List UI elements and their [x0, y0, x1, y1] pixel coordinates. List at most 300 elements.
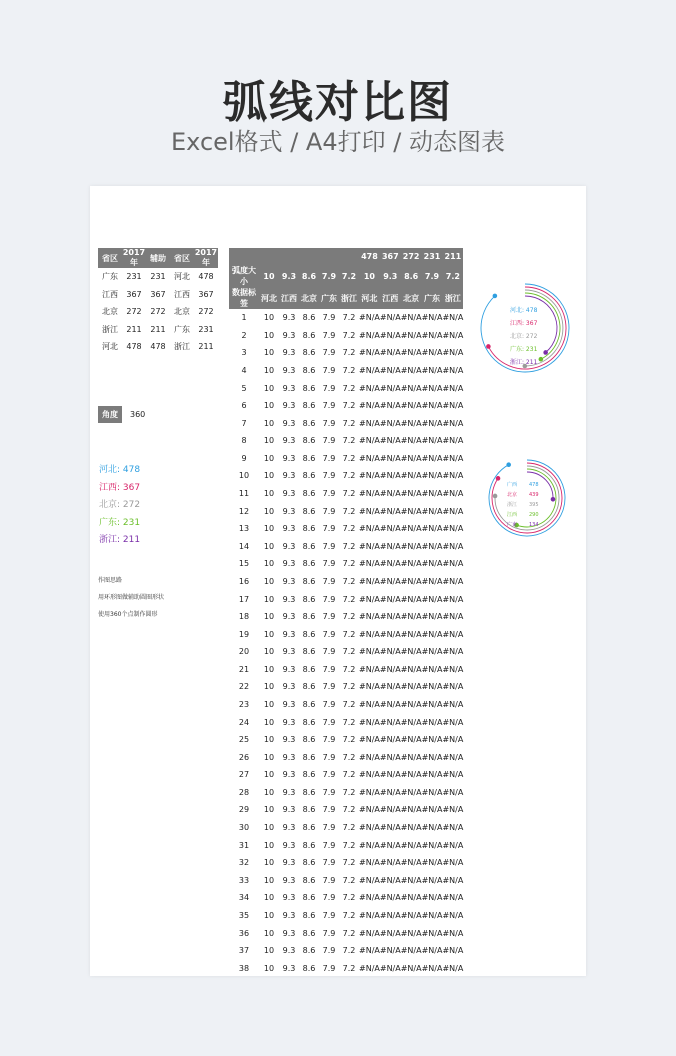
grid-na-cell[interactable]: #N/A — [421, 330, 443, 340]
grid-cell[interactable]: 10 — [263, 664, 275, 674]
grid-na-cell[interactable]: #N/A — [400, 506, 422, 516]
grid-cell[interactable]: 8.6 — [302, 682, 316, 692]
grid-cell[interactable]: 8.6 — [302, 313, 316, 323]
grid-header-cell[interactable]: 211 — [442, 248, 463, 265]
grid-na-cell[interactable]: #N/A — [400, 910, 422, 920]
grid-cell[interactable]: 10 — [263, 752, 275, 762]
grid-na-cell[interactable]: #N/A — [400, 489, 422, 499]
grid-na-cell[interactable]: #N/A — [421, 506, 443, 516]
grid-cell[interactable]: 8.6 — [302, 805, 316, 815]
grid-na-cell[interactable]: #N/A — [359, 823, 380, 833]
grid-cell[interactable]: 7.2 — [342, 840, 356, 850]
grid-row-index[interactable]: 7 — [241, 418, 247, 428]
grid-cell[interactable]: 7.9 — [322, 946, 336, 956]
grid-cell[interactable]: 10 — [263, 805, 275, 815]
grid-na-cell[interactable]: #N/A — [442, 647, 464, 657]
grid-row-index[interactable]: 2 — [241, 330, 247, 340]
grid-na-cell[interactable]: #N/A — [359, 471, 380, 481]
grid-cell[interactable]: 8.6 — [302, 453, 316, 463]
table-cell[interactable]: 广东 — [102, 272, 118, 282]
grid-cell[interactable]: 7.9 — [322, 366, 336, 376]
grid-header-cell[interactable]: 9.3 — [279, 265, 299, 287]
grid-cell[interactable]: 7.2 — [342, 489, 356, 499]
grid-row-index[interactable]: 18 — [238, 612, 250, 622]
grid-na-cell[interactable]: #N/A — [400, 559, 422, 569]
grid-cell[interactable]: 7.9 — [322, 594, 336, 604]
grid-na-cell[interactable]: #N/A — [400, 576, 422, 586]
grid-cell[interactable]: 7.2 — [342, 910, 356, 920]
grid-na-cell[interactable]: #N/A — [379, 700, 401, 709]
grid-cell[interactable]: 7.2 — [342, 383, 356, 393]
grid-cell[interactable]: 7.2 — [342, 612, 356, 622]
table-cell[interactable]: 231 — [126, 272, 142, 282]
grid-na-cell[interactable]: #N/A — [421, 928, 443, 938]
grid-cell[interactable]: 9.3 — [282, 471, 296, 481]
grid-cell[interactable]: 9.3 — [282, 348, 296, 358]
grid-na-cell[interactable]: #N/A — [379, 541, 401, 551]
grid-header-cell[interactable]: 7.9 — [319, 265, 339, 287]
grid-na-cell[interactable]: #N/A — [379, 576, 401, 586]
grid-cell[interactable]: 8.6 — [302, 893, 316, 903]
grid-row-index[interactable]: 37 — [238, 946, 250, 956]
grid-cell[interactable]: 9.3 — [282, 770, 296, 780]
grid-na-cell[interactable]: #N/A — [359, 612, 380, 622]
grid-na-cell[interactable]: #N/A — [421, 787, 443, 797]
grid-cell[interactable]: 7.2 — [342, 313, 356, 323]
table-cell[interactable]: 浙江 — [102, 324, 118, 334]
grid-cell[interactable]: 9.3 — [282, 840, 296, 850]
grid-na-cell[interactable]: #N/A — [400, 735, 422, 745]
grid-cell[interactable]: 7.2 — [342, 366, 356, 376]
grid-cell[interactable]: 8.6 — [302, 418, 316, 428]
grid-cell[interactable]: 10 — [263, 787, 275, 797]
grid-cell[interactable]: 10 — [263, 383, 275, 393]
grid-cell[interactable]: 7.2 — [342, 717, 356, 727]
grid-row-index[interactable]: 19 — [238, 629, 250, 639]
grid-cell[interactable]: 7.2 — [342, 576, 356, 586]
grid-cell[interactable]: 7.2 — [342, 629, 356, 639]
grid-na-cell[interactable]: #N/A — [400, 594, 422, 604]
table-cell[interactable]: 211 — [150, 324, 166, 334]
grid-na-cell[interactable]: #N/A — [400, 664, 422, 674]
table-cell[interactable]: 478 — [150, 342, 166, 352]
grid-cell[interactable]: 8.6 — [302, 717, 316, 727]
grid-cell[interactable]: 7.9 — [322, 330, 336, 340]
grid-na-cell[interactable]: #N/A — [442, 348, 464, 358]
grid-cell[interactable]: 7.2 — [342, 664, 356, 674]
grid-na-cell[interactable]: #N/A — [442, 735, 464, 745]
grid-na-cell[interactable]: #N/A — [379, 875, 401, 885]
grid-na-cell[interactable]: #N/A — [442, 629, 464, 639]
grid-na-cell[interactable]: #N/A — [359, 541, 380, 551]
grid-na-cell[interactable]: #N/A — [379, 664, 401, 674]
grid-na-cell[interactable]: #N/A — [359, 717, 380, 727]
table-cell[interactable]: 河北 — [174, 272, 190, 282]
grid-cell[interactable]: 9.3 — [282, 858, 296, 868]
grid-na-cell[interactable]: #N/A — [421, 840, 443, 850]
grid-cell[interactable]: 7.9 — [322, 348, 336, 358]
grid-na-cell[interactable]: #N/A — [421, 946, 443, 956]
grid-cell[interactable]: 7.2 — [342, 348, 356, 358]
grid-na-cell[interactable]: #N/A — [379, 524, 401, 534]
grid-na-cell[interactable]: #N/A — [400, 453, 422, 463]
grid-cell[interactable]: 8.6 — [302, 787, 316, 797]
grid-cell[interactable]: 10 — [263, 858, 275, 868]
grid-header-cell[interactable]: 北京 — [299, 287, 319, 309]
grid-cell[interactable]: 7.9 — [322, 682, 336, 692]
grid-cell[interactable]: 7.9 — [322, 489, 336, 499]
grid-row-index[interactable]: 31 — [238, 840, 250, 850]
grid-cell[interactable]: 7.9 — [322, 629, 336, 639]
grid-na-cell[interactable]: #N/A — [379, 858, 401, 868]
grid-na-cell[interactable]: #N/A — [421, 612, 443, 622]
grid-cell[interactable]: 8.6 — [302, 436, 316, 446]
grid-na-cell[interactable]: #N/A — [421, 752, 443, 762]
grid-cell[interactable]: 7.2 — [342, 647, 356, 657]
grid-na-cell[interactable]: #N/A — [442, 594, 464, 604]
grid-cell[interactable]: 10 — [263, 594, 275, 604]
table-cell[interactable]: 272 — [126, 307, 142, 317]
table-cell[interactable]: 367 — [126, 289, 142, 299]
grid-na-cell[interactable]: #N/A — [442, 612, 464, 622]
grid-cell[interactable]: 8.6 — [302, 647, 316, 657]
grid-cell[interactable]: 7.9 — [322, 612, 336, 622]
grid-cell[interactable]: 10 — [263, 823, 275, 833]
grid-cell[interactable]: 8.6 — [302, 383, 316, 393]
grid-cell[interactable]: 9.3 — [282, 787, 296, 797]
grid-header-cell[interactable]: 江西 — [380, 287, 401, 309]
grid-na-cell[interactable]: #N/A — [442, 383, 464, 393]
grid-cell[interactable]: 7.2 — [342, 506, 356, 516]
grid-na-cell[interactable]: #N/A — [421, 629, 443, 639]
grid-na-cell[interactable]: #N/A — [421, 770, 443, 780]
grid-na-cell[interactable]: #N/A — [379, 313, 401, 323]
grid-header-cell[interactable] — [259, 248, 279, 265]
grid-row-index[interactable]: 26 — [238, 752, 250, 762]
grid-cell[interactable]: 7.2 — [342, 787, 356, 797]
grid-cell[interactable]: 7.2 — [342, 735, 356, 745]
grid-header-cell[interactable]: 272 — [401, 248, 422, 265]
grid-na-cell[interactable]: #N/A — [400, 823, 422, 833]
grid-cell[interactable]: 7.9 — [322, 559, 336, 569]
grid-na-cell[interactable]: #N/A — [359, 963, 380, 973]
grid-na-cell[interactable]: #N/A — [379, 471, 401, 481]
grid-cell[interactable]: 9.3 — [282, 436, 296, 446]
grid-cell[interactable]: 10 — [263, 717, 275, 727]
grid-na-cell[interactable]: #N/A — [442, 366, 464, 376]
grid-na-cell[interactable]: #N/A — [442, 928, 464, 938]
grid-row-index[interactable]: 4 — [241, 366, 247, 376]
grid-na-cell[interactable]: #N/A — [359, 805, 380, 815]
grid-header-cell[interactable]: 10 — [359, 265, 380, 287]
grid-na-cell[interactable]: #N/A — [379, 612, 401, 622]
angle-value-cell[interactable]: 360 — [130, 410, 146, 419]
grid-na-cell[interactable]: #N/A — [359, 752, 380, 762]
grid-cell[interactable]: 7.2 — [342, 330, 356, 340]
grid-cell[interactable]: 10 — [263, 401, 275, 411]
grid-na-cell[interactable]: #N/A — [442, 664, 464, 674]
grid-row-index[interactable]: 11 — [238, 489, 250, 499]
grid-cell[interactable]: 9.3 — [282, 823, 296, 833]
grid-na-cell[interactable]: #N/A — [421, 453, 443, 463]
grid-cell[interactable]: 8.6 — [302, 348, 316, 358]
grid-na-cell[interactable]: #N/A — [379, 330, 401, 340]
grid-na-cell[interactable]: #N/A — [359, 348, 380, 358]
grid-header-cell[interactable] — [279, 248, 299, 265]
grid-cell[interactable]: 7.9 — [322, 787, 336, 797]
grid-na-cell[interactable]: #N/A — [359, 664, 380, 674]
grid-cell[interactable]: 7.2 — [342, 418, 356, 428]
grid-cell[interactable]: 7.2 — [342, 524, 356, 534]
grid-cell[interactable]: 9.3 — [282, 401, 296, 411]
grid-na-cell[interactable]: #N/A — [359, 436, 380, 446]
grid-na-cell[interactable]: #N/A — [442, 489, 464, 499]
grid-na-cell[interactable]: #N/A — [400, 348, 422, 358]
grid-header-cell[interactable]: 7.2 — [339, 265, 359, 287]
grid-cell[interactable]: 9.3 — [282, 682, 296, 692]
grid-cell[interactable]: 9.3 — [282, 647, 296, 657]
grid-na-cell[interactable]: #N/A — [421, 313, 443, 323]
table-cell[interactable]: 北京 — [102, 307, 118, 317]
grid-na-cell[interactable]: #N/A — [442, 471, 464, 481]
grid-cell[interactable]: 9.3 — [282, 313, 296, 323]
grid-cell[interactable]: 8.6 — [302, 700, 316, 709]
grid-cell[interactable]: 7.2 — [342, 401, 356, 411]
grid-cell[interactable]: 9.3 — [282, 910, 296, 920]
grid-header-cell[interactable] — [319, 248, 339, 265]
grid-cell[interactable]: 10 — [263, 963, 275, 973]
grid-cell[interactable]: 9.3 — [282, 524, 296, 534]
grid-cell[interactable]: 7.9 — [322, 770, 336, 780]
grid-na-cell[interactable]: #N/A — [379, 401, 401, 411]
grid-cell[interactable]: 10 — [263, 770, 275, 780]
grid-cell[interactable]: 10 — [263, 471, 275, 481]
column-header[interactable]: 2017年 — [122, 248, 146, 267]
grid-cell[interactable]: 10 — [263, 348, 275, 358]
grid-row-index[interactable]: 3 — [241, 348, 247, 358]
grid-cell[interactable]: 7.9 — [322, 823, 336, 833]
grid-na-cell[interactable]: #N/A — [379, 735, 401, 745]
grid-na-cell[interactable]: #N/A — [442, 524, 464, 534]
grid-cell[interactable]: 9.3 — [282, 963, 296, 973]
grid-na-cell[interactable]: #N/A — [400, 928, 422, 938]
table-cell[interactable]: 478 — [126, 342, 142, 352]
grid-na-cell[interactable]: #N/A — [442, 752, 464, 762]
grid-header-cell[interactable]: 478 — [359, 248, 380, 265]
grid-na-cell[interactable]: #N/A — [421, 401, 443, 411]
grid-na-cell[interactable]: #N/A — [379, 594, 401, 604]
table-cell[interactable]: 272 — [198, 307, 214, 317]
table-cell[interactable]: 231 — [198, 324, 214, 334]
grid-na-cell[interactable]: #N/A — [421, 348, 443, 358]
grid-na-cell[interactable]: #N/A — [379, 717, 401, 727]
grid-na-cell[interactable]: #N/A — [359, 576, 380, 586]
grid-na-cell[interactable]: #N/A — [421, 366, 443, 376]
grid-na-cell[interactable]: #N/A — [421, 963, 443, 973]
grid-na-cell[interactable]: #N/A — [421, 436, 443, 446]
grid-cell[interactable]: 9.3 — [282, 893, 296, 903]
grid-cell[interactable]: 10 — [263, 489, 275, 499]
grid-cell[interactable]: 8.6 — [302, 489, 316, 499]
grid-cell[interactable]: 10 — [263, 893, 275, 903]
grid-cell[interactable]: 8.6 — [302, 471, 316, 481]
grid-na-cell[interactable]: #N/A — [379, 787, 401, 797]
grid-na-cell[interactable]: #N/A — [400, 752, 422, 762]
column-header[interactable]: 省区 — [98, 248, 122, 268]
grid-cell[interactable]: 10 — [263, 629, 275, 639]
grid-cell[interactable]: 10 — [263, 576, 275, 586]
grid-cell[interactable]: 9.3 — [282, 594, 296, 604]
grid-na-cell[interactable]: #N/A — [400, 805, 422, 815]
grid-row-index[interactable]: 25 — [238, 735, 250, 745]
grid-cell[interactable]: 7.9 — [322, 910, 336, 920]
grid-cell[interactable]: 8.6 — [302, 330, 316, 340]
grid-na-cell[interactable]: #N/A — [359, 383, 380, 393]
grid-na-cell[interactable]: #N/A — [442, 700, 464, 709]
grid-row-index[interactable]: 29 — [238, 805, 250, 815]
grid-header-cell[interactable]: 河北 — [259, 287, 279, 309]
grid-na-cell[interactable]: #N/A — [400, 682, 422, 692]
table-cell[interactable]: 211 — [198, 342, 214, 352]
grid-header-cell[interactable]: 江西 — [279, 287, 299, 309]
grid-na-cell[interactable]: #N/A — [400, 366, 422, 376]
grid-header-cell[interactable]: 浙江 — [339, 287, 359, 309]
grid-cell[interactable]: 7.9 — [322, 506, 336, 516]
grid-na-cell[interactable]: #N/A — [442, 910, 464, 920]
grid-na-cell[interactable]: #N/A — [421, 576, 443, 586]
grid-na-cell[interactable]: #N/A — [379, 770, 401, 780]
grid-na-cell[interactable]: #N/A — [359, 489, 380, 499]
grid-cell[interactable]: 7.2 — [342, 453, 356, 463]
grid-na-cell[interactable]: #N/A — [359, 629, 380, 639]
grid-na-cell[interactable]: #N/A — [379, 752, 401, 762]
grid-na-cell[interactable]: #N/A — [359, 770, 380, 780]
grid-cell[interactable]: 10 — [263, 330, 275, 340]
grid-cell[interactable]: 8.6 — [302, 612, 316, 622]
grid-na-cell[interactable]: #N/A — [442, 559, 464, 569]
grid-cell[interactable]: 10 — [263, 946, 275, 956]
grid-cell[interactable]: 10 — [263, 436, 275, 446]
grid-cell[interactable]: 10 — [263, 928, 275, 938]
grid-cell[interactable]: 7.9 — [322, 647, 336, 657]
grid-na-cell[interactable]: #N/A — [379, 910, 401, 920]
grid-na-cell[interactable]: #N/A — [379, 928, 401, 938]
grid-na-cell[interactable]: #N/A — [421, 735, 443, 745]
grid-cell[interactable]: 9.3 — [282, 700, 296, 709]
grid-header-cell[interactable]: 7.9 — [422, 265, 443, 287]
grid-cell[interactable]: 7.9 — [322, 383, 336, 393]
grid-na-cell[interactable]: #N/A — [442, 823, 464, 833]
grid-cell[interactable]: 7.9 — [322, 541, 336, 551]
grid-na-cell[interactable]: #N/A — [400, 840, 422, 850]
grid-na-cell[interactable]: #N/A — [359, 910, 380, 920]
grid-na-cell[interactable]: #N/A — [359, 700, 380, 709]
grid-header-cell[interactable]: 231 — [422, 248, 443, 265]
grid-cell[interactable]: 8.6 — [302, 506, 316, 516]
grid-cell[interactable]: 9.3 — [282, 752, 296, 762]
grid-na-cell[interactable]: #N/A — [400, 700, 422, 709]
grid-na-cell[interactable]: #N/A — [379, 418, 401, 428]
grid-cell[interactable]: 7.9 — [322, 401, 336, 411]
table-cell[interactable]: 河北 — [102, 342, 118, 352]
grid-na-cell[interactable]: #N/A — [421, 418, 443, 428]
table-cell[interactable]: 北京 — [174, 307, 190, 317]
grid-na-cell[interactable]: #N/A — [400, 524, 422, 534]
grid-cell[interactable]: 10 — [263, 612, 275, 622]
grid-na-cell[interactable]: #N/A — [421, 805, 443, 815]
grid-row-index[interactable]: 15 — [238, 559, 250, 569]
grid-cell[interactable]: 9.3 — [282, 805, 296, 815]
grid-header-cell[interactable]: 367 — [380, 248, 401, 265]
table-cell[interactable]: 江西 — [174, 289, 190, 299]
grid-na-cell[interactable]: #N/A — [442, 506, 464, 516]
grid-cell[interactable]: 9.3 — [282, 559, 296, 569]
grid-row-index[interactable]: 34 — [238, 893, 250, 903]
grid-na-cell[interactable]: #N/A — [442, 893, 464, 903]
grid-cell[interactable]: 8.6 — [302, 594, 316, 604]
grid-na-cell[interactable]: #N/A — [421, 541, 443, 551]
grid-row-index[interactable]: 22 — [238, 682, 250, 692]
grid-na-cell[interactable]: #N/A — [400, 383, 422, 393]
grid-na-cell[interactable]: #N/A — [359, 524, 380, 534]
grid-na-cell[interactable]: #N/A — [379, 348, 401, 358]
grid-cell[interactable]: 7.2 — [342, 471, 356, 481]
grid-cell[interactable]: 7.9 — [322, 858, 336, 868]
grid-cell[interactable]: 9.3 — [282, 453, 296, 463]
grid-na-cell[interactable]: #N/A — [359, 647, 380, 657]
grid-na-cell[interactable]: #N/A — [379, 823, 401, 833]
grid-na-cell[interactable]: #N/A — [442, 436, 464, 446]
grid-cell[interactable]: 7.9 — [322, 735, 336, 745]
grid-na-cell[interactable]: #N/A — [421, 647, 443, 657]
grid-cell[interactable]: 8.6 — [302, 401, 316, 411]
grid-row-index[interactable]: 20 — [238, 647, 250, 657]
grid-na-cell[interactable]: #N/A — [359, 682, 380, 692]
grid-na-cell[interactable]: #N/A — [421, 524, 443, 534]
grid-na-cell[interactable]: #N/A — [400, 717, 422, 727]
grid-na-cell[interactable]: #N/A — [379, 805, 401, 815]
grid-na-cell[interactable]: #N/A — [359, 946, 380, 956]
grid-cell[interactable]: 10 — [263, 647, 275, 657]
grid-na-cell[interactable]: #N/A — [359, 453, 380, 463]
grid-cell[interactable]: 8.6 — [302, 664, 316, 674]
table-cell[interactable]: 478 — [198, 272, 214, 282]
grid-na-cell[interactable]: #N/A — [400, 612, 422, 622]
grid-header-cell[interactable]: 8.6 — [299, 265, 319, 287]
grid-na-cell[interactable]: #N/A — [442, 717, 464, 727]
grid-na-cell[interactable]: #N/A — [379, 559, 401, 569]
grid-na-cell[interactable]: #N/A — [379, 453, 401, 463]
grid-cell[interactable]: 9.3 — [282, 506, 296, 516]
grid-na-cell[interactable]: #N/A — [379, 366, 401, 376]
table-cell[interactable]: 367 — [198, 289, 214, 299]
grid-cell[interactable]: 7.2 — [342, 594, 356, 604]
grid-na-cell[interactable]: #N/A — [400, 471, 422, 481]
grid-na-cell[interactable]: #N/A — [442, 576, 464, 586]
grid-na-cell[interactable]: #N/A — [359, 875, 380, 885]
grid-na-cell[interactable]: #N/A — [442, 330, 464, 340]
grid-na-cell[interactable]: #N/A — [379, 893, 401, 903]
grid-cell[interactable]: 9.3 — [282, 629, 296, 639]
grid-cell[interactable]: 9.3 — [282, 366, 296, 376]
grid-cell[interactable]: 8.6 — [302, 875, 316, 885]
grid-cell[interactable]: 10 — [263, 559, 275, 569]
grid-na-cell[interactable]: #N/A — [442, 418, 464, 428]
table-cell[interactable]: 367 — [150, 289, 166, 299]
grid-na-cell[interactable]: #N/A — [442, 840, 464, 850]
grid-cell[interactable]: 8.6 — [302, 559, 316, 569]
grid-cell[interactable]: 8.6 — [302, 963, 316, 973]
